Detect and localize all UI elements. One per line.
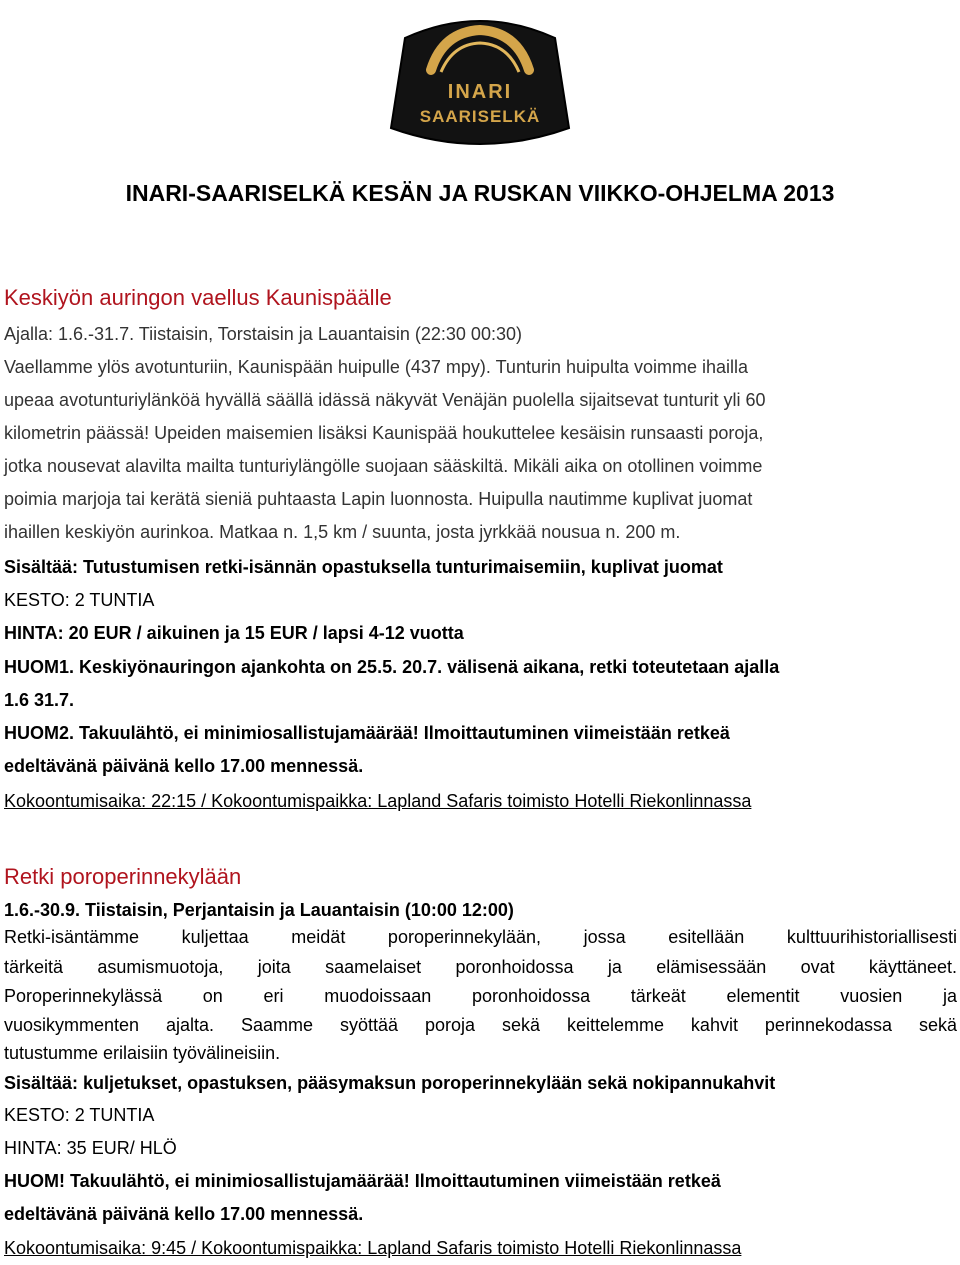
tour2-heading: Retki poroperinnekylään [4,864,242,889]
tour1-note1-line: HUOM1. Keskiyönauringon ajankohta on 25.5. 20.7. välisenä aikana, retki toteutetaan ajalla [4,657,780,677]
tour1-desc-line: Vaellamme ylös avotunturiin, Kaunispään huipulle (437 mpy). Tunturin huipulta voimme ihailla [4,357,749,377]
tour2-desc-line: Poroperinnekylässä on eri muodoissaan poronhoidossa tärkeät elementit vuosien ja [4,986,957,1006]
logo-line2: SAARISELKÄ [419,107,541,126]
tour2-meeting-info: Kokoontumisaika: 9:45 / Kokoontumispaikka: Lapland Safaris toimisto Hotelli Riekonlinnassa [4,1238,742,1258]
tour1-desc-line: poimia marjoja tai kerätä sieniä puhtaasta Lapin luonnosta. Huipulla nautimme kuplivat juomat [4,489,753,509]
tour1-includes: Sisältää: Tutustumisen retki-isännän opastuksella tunturimaisemiin, kuplivat juomat [4,557,723,577]
tour1-note2-line: edeltävänä päivänä kello 17.00 mennessä. [4,756,364,776]
tour1-desc-line: jotka nousevat alavilta mailta tunturiylängölle suojaan sääskiltä. Mikäli aika on otollinen voimme [4,456,763,476]
tour2-desc-line: tärkeitä asumismuotoja, joita saamelaiset poronhoidossa ja elämisessään ovat käyttäneet. [4,957,957,977]
tour2-desc-line: tutustumme erilaisiin työvälineisiin. [4,1043,281,1063]
tour2-description [4,925,957,1042]
tour1-price: HINTA: 20 EUR / aikuinen ja 15 EUR / lapsi 4-12 vuotta [4,623,464,643]
tour1-desc-line: ihaillen keskiyön aurinkoa. Matkaa n. 1,5 km / suunta, josta jyrkkää nousua n. 200 m. [4,522,681,542]
page-title: INARI-SAARISELKÄ KESÄN JA RUSKAN VIIKKO-OHJELMA 2013 [125,180,835,206]
tour1-note1-line: 1.6 31.7. [4,690,75,710]
tour1-heading: Keskiyön auringon vaellus Kaunispäälle [4,285,392,310]
tour2-desc-line: vuosikymmenten ajalta. Saamme syöttää poroja sekä keittelemme kahvit perinnekodassa sekä [4,1015,957,1035]
tour1-meeting-info: Kokoontumisaika: 22:15 / Kokoontumispaikka: Lapland Safaris toimisto Hotelli Riekonlinnassa [4,791,752,811]
tour2-duration: KESTO: 2 TUNTIA [4,1105,155,1125]
tour2-price: HINTA: 35 EUR/ HLÖ [4,1138,177,1158]
tour2-note-line: HUOM! Takuulähtö, ei minimiosallistujamäärää! Ilmoittautuminen viimeistään retkeä [4,1171,721,1191]
tour1-desc-line: upeaa avotunturiylänköä hyvällä säällä idässä näkyvät Venäjän puolella sijaitsevat tunturit yli 60 [4,390,766,410]
tour2-note-line: edeltävänä päivänä kello 17.00 mennessä. [4,1204,364,1224]
tour1-desc-line: kilometrin päässä! Upeiden maisemien lisäksi Kaunispää houkuttelee kesäisin runsaasti poroja, [4,423,764,443]
tour2-dates: 1.6.-30.9. Tiistaisin, Perjantaisin ja Lauantaisin (10:00 12:00) [4,900,514,920]
tour2-includes: Sisältää: kuljetukset, opastuksen, pääsymaksun poroperinnekylään sekä nokipannukahvit [4,1073,776,1093]
tour1-note2-line: HUOM2. Takuulähtö, ei minimiosallistujamäärää! Ilmoittautuminen viimeistään retkeä [4,723,730,743]
tour2-desc-line: Retki-isäntämme kuljettaa meidät poroperinnekylään, jossa esitellään kulttuurihistoriallisesti [4,927,957,947]
tour1-dates: Ajalla: 1.6.-31.7. Tiistaisin, Torstaisin ja Lauantaisin (22:30 00:30) [4,324,522,344]
inari-saariselka-logo [383,10,577,154]
tour1-duration: KESTO: 2 TUNTIA [4,590,155,610]
logo-line1: INARI [447,81,513,103]
